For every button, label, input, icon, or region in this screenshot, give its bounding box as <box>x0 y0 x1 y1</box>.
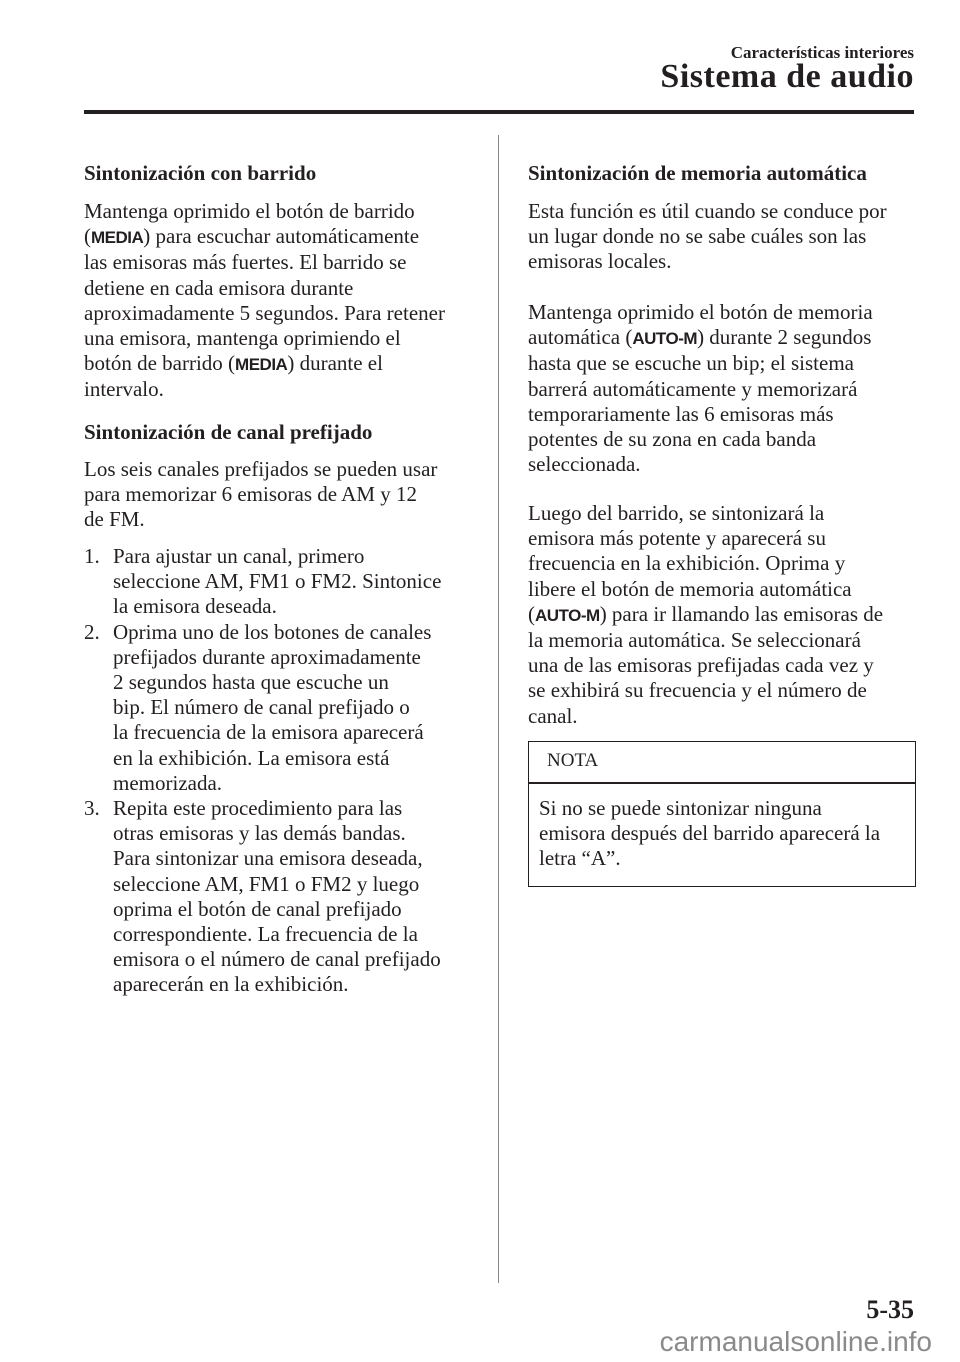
heading-auto-memory: Sintonización de memoria automática <box>528 161 867 185</box>
text-line: Para sintonizar una emisora deseada, <box>113 846 423 871</box>
button-label-auto-m: AUTO-M <box>535 605 600 625</box>
text-line: seleccione AM, FM1 o FM2. Sintonice <box>113 569 442 594</box>
text-line: barrerá automáticamente y memorizará <box>528 376 858 401</box>
text-line: la emisora deseada. <box>113 594 277 619</box>
page-title: Sistema de audio <box>660 58 914 95</box>
text-line: para memorizar 6 emisoras de AM y 12 <box>84 482 417 507</box>
page-number: 5-35 <box>866 1295 914 1324</box>
text-line: frecuencia en la exhibición. Oprima y <box>528 551 846 576</box>
text-line: libere el botón de memoria automática <box>528 576 852 601</box>
watermark: carmanualsonline.info <box>659 1326 932 1357</box>
text-line: se exhibirá su frecuencia y el número de <box>528 678 867 703</box>
text-line: 2 segundos hasta que escuche un <box>113 670 389 695</box>
heading-scan-tuning: Sintonización con barrido <box>84 161 317 185</box>
text-line: una de las emisoras prefijadas cada vez y <box>528 653 874 678</box>
text-line: un lugar donde no se sabe cuáles son las <box>528 224 867 249</box>
text-line: (MEDIA) para escuchar automáticamente <box>84 224 420 249</box>
text-line: en la exhibición. La emisora está <box>113 745 390 770</box>
paragraph-auto-intro <box>528 199 887 275</box>
heading-preset-channel: Sintonización de canal prefijado <box>84 420 373 444</box>
text-line: Mantenga oprimido el botón de barrido <box>84 199 415 223</box>
text-line: emisora más potente y aparecerá su <box>528 526 826 551</box>
text-line: la memoria automática. Se seleccionará <box>528 628 861 653</box>
text-line: seleccionada. <box>528 452 641 477</box>
text-line: temporariamente las 6 emisoras más <box>528 401 834 426</box>
text-line: automática (AUTO-M) durante 2 segundos <box>528 325 872 350</box>
text-line: letra “A”. <box>539 846 621 871</box>
button-label-media: MEDIA <box>235 355 288 375</box>
text-line: bip. El número de canal prefijado o <box>113 695 410 720</box>
text-line: Esta función es útil cuando se conduce por <box>528 199 887 223</box>
text-line: memorizada. <box>113 770 223 795</box>
note-box <box>528 741 916 887</box>
note-divider <box>529 782 915 784</box>
text-line: correspondiente. La frecuencia de la <box>113 922 418 947</box>
paragraph-auto-after <box>528 501 883 729</box>
column-divider <box>498 135 499 1283</box>
button-label-media: MEDIA <box>91 228 144 248</box>
note-title: NOTA <box>547 750 599 771</box>
text-line: Mantenga oprimido el botón de memoria <box>528 300 873 324</box>
text-line: botón de barrido (MEDIA) durante el <box>84 351 383 376</box>
section-name: Características interiores <box>730 43 914 62</box>
text-line: la frecuencia de la emisora aparecerá <box>113 720 424 745</box>
text-line: (AUTO-M) para ir llamando las emisoras de <box>528 601 884 626</box>
text-line: detiene en cada emisora durante <box>84 275 354 300</box>
text-line: 3. Repita este procedimiento para las <box>84 796 403 821</box>
text-line: Luego del barrido, se sintonizará la <box>528 501 825 525</box>
text-line: Los seis canales prefijados se pueden usar <box>84 457 438 481</box>
note-text <box>539 796 880 872</box>
text-line: una emisora, mantenga oprimiendo el <box>84 326 401 351</box>
text-line: hasta que se escuche un bip; el sistema <box>528 351 854 376</box>
text-line: Si no se puede sintonizar ninguna <box>539 796 822 820</box>
text-line: oprima el botón de canal prefijado <box>113 896 402 921</box>
text-line: aproximadamente 5 segundos. Para retener <box>84 300 445 325</box>
text-line: emisora o el número de canal prefijado <box>113 947 441 972</box>
list-number: 2. <box>84 619 100 644</box>
text-line: emisora después del barrido aparecerá la <box>539 821 881 846</box>
text-line: emisoras locales. <box>528 249 672 274</box>
list-number: 1. <box>84 544 100 568</box>
step-list <box>84 544 441 998</box>
text-line: intervalo. <box>84 377 164 402</box>
paragraph-preset <box>84 457 437 533</box>
text-line: otras emisoras y las demás bandas. <box>113 821 406 846</box>
text-line: 1. Para ajustar un canal, primero <box>84 544 365 568</box>
text-line: seleccione AM, FM1 o FM2 y luego <box>113 871 420 896</box>
header-rule <box>84 110 914 114</box>
text-line: de FM. <box>84 507 145 532</box>
paragraph-auto-hold <box>528 300 873 477</box>
list-number: 3. <box>84 796 100 821</box>
text-line: prefijados durante aproximadamente <box>113 644 421 669</box>
text-line: aparecerán en la exhibición. <box>113 972 349 997</box>
text-line: las emisoras más fuertes. El barrido se <box>84 250 407 275</box>
list-item <box>84 796 441 998</box>
text-line: potentes de su zona en cada banda <box>528 427 817 452</box>
list-item <box>84 544 441 620</box>
paragraph-scan <box>84 199 445 403</box>
button-label-auto-m: AUTO-M <box>632 329 698 349</box>
text-line: canal. <box>528 703 578 728</box>
text-line: 2. Oprima uno de los botones de canales <box>84 619 432 644</box>
list-item <box>84 620 441 796</box>
